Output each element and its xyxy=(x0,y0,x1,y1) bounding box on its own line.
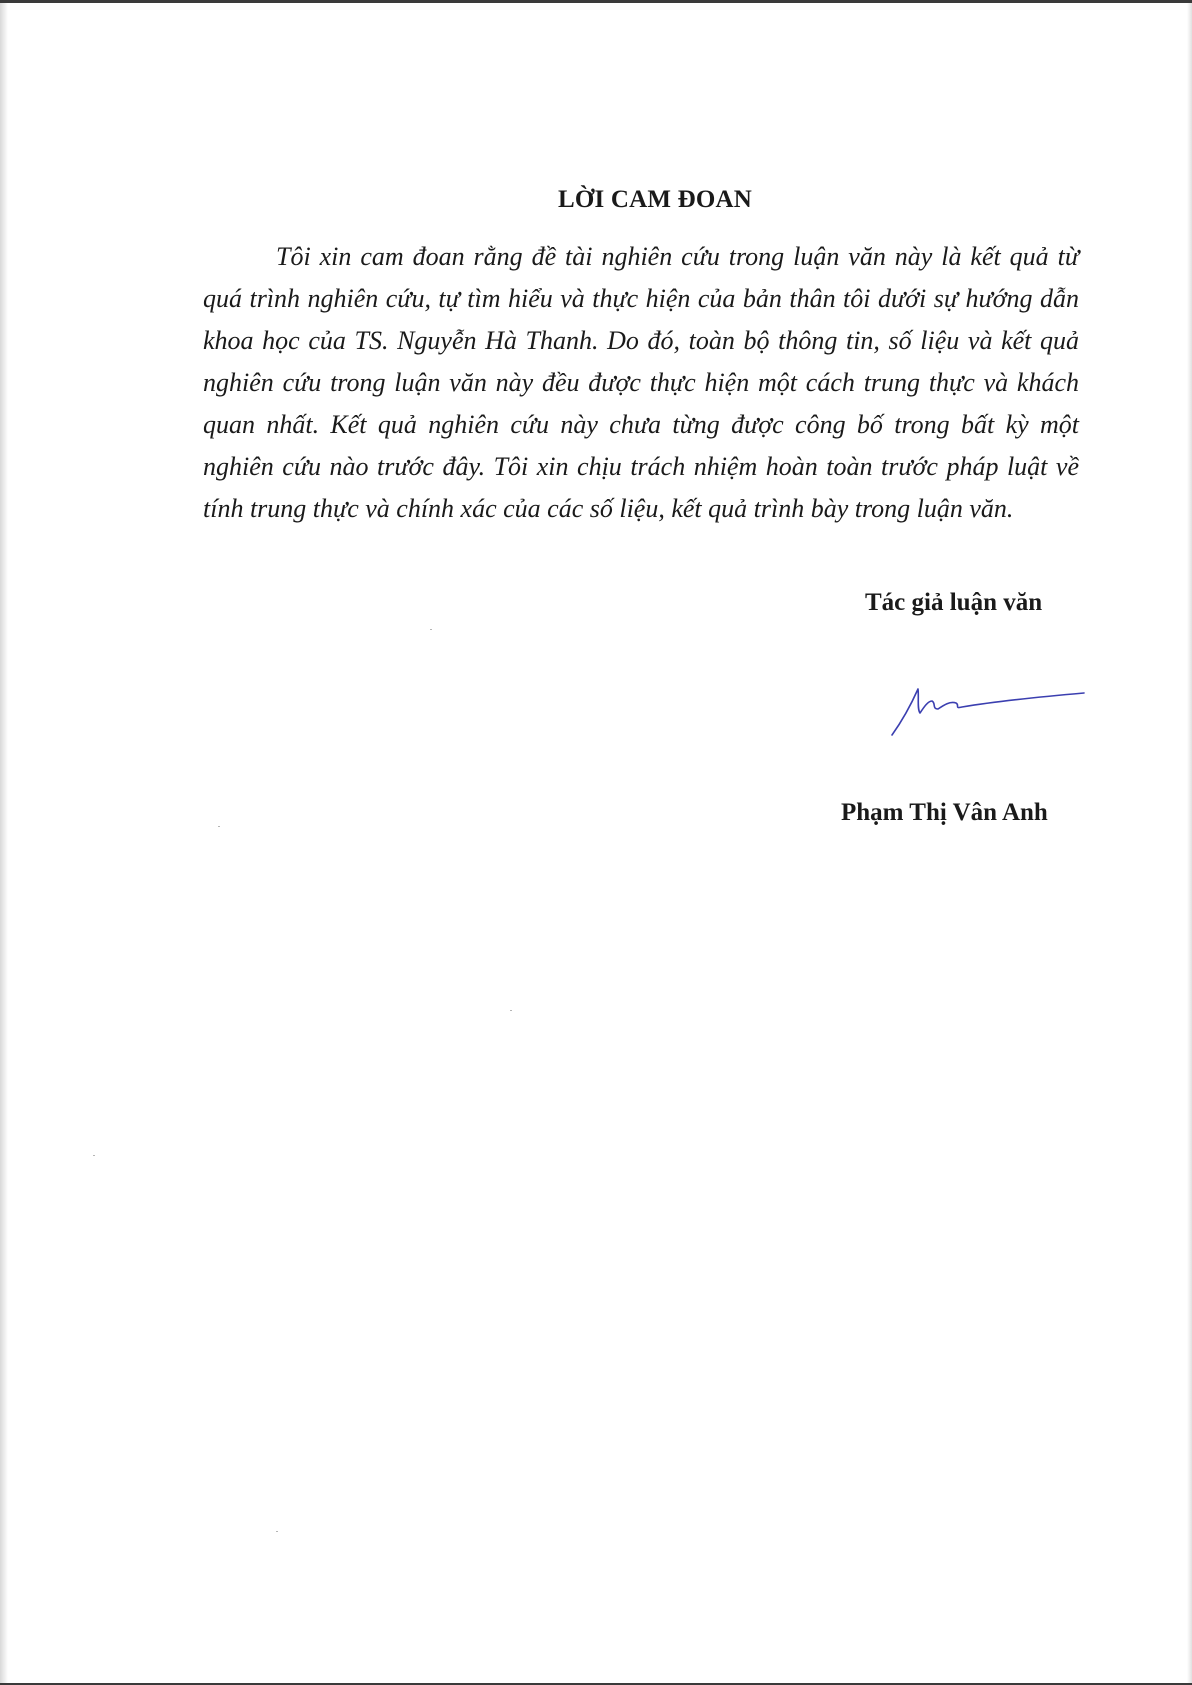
scan-edge-left xyxy=(0,3,8,1683)
scan-speck xyxy=(430,629,432,630)
handwritten-signature xyxy=(888,679,1088,737)
scan-speck xyxy=(276,1531,278,1532)
scan-speck xyxy=(510,1010,512,1011)
signature-stroke xyxy=(892,689,1084,735)
scan-edge-right xyxy=(1187,3,1192,1683)
declaration-paragraph: Tôi xin cam đoan rằng đề tài nghiên cứu trong luận văn này là kết quả từ quá trình nghiên cứu, tự tìm hiểu và thực hiện của bản thân tôi dưới sự hướng dẫn khoa học của TS. Nguyễn Hà Thanh. Do đó, toàn bộ thông tin, số liệu và kết quả nghiên cứu trong luận văn này đều được thực hiện một cách trung thực và khách quan nhất. Kết quả nghiên cứu này chưa từng được công bố trong bất kỳ một nghiên cứu nào trước đây. Tôi xin chịu trách nhiệm hoàn toàn trước pháp luật về tính trung thực và chính xác của các số liệu, kết quả trình bày trong luận văn. xyxy=(203,242,1079,523)
scan-speck xyxy=(93,1155,95,1156)
author-name: Phạm Thị Vân Anh xyxy=(841,799,1048,826)
author-label: Tác giả luận văn xyxy=(865,589,1043,616)
scan-speck xyxy=(218,826,220,827)
page-title: LỜI CAM ĐOAN xyxy=(557,186,753,213)
